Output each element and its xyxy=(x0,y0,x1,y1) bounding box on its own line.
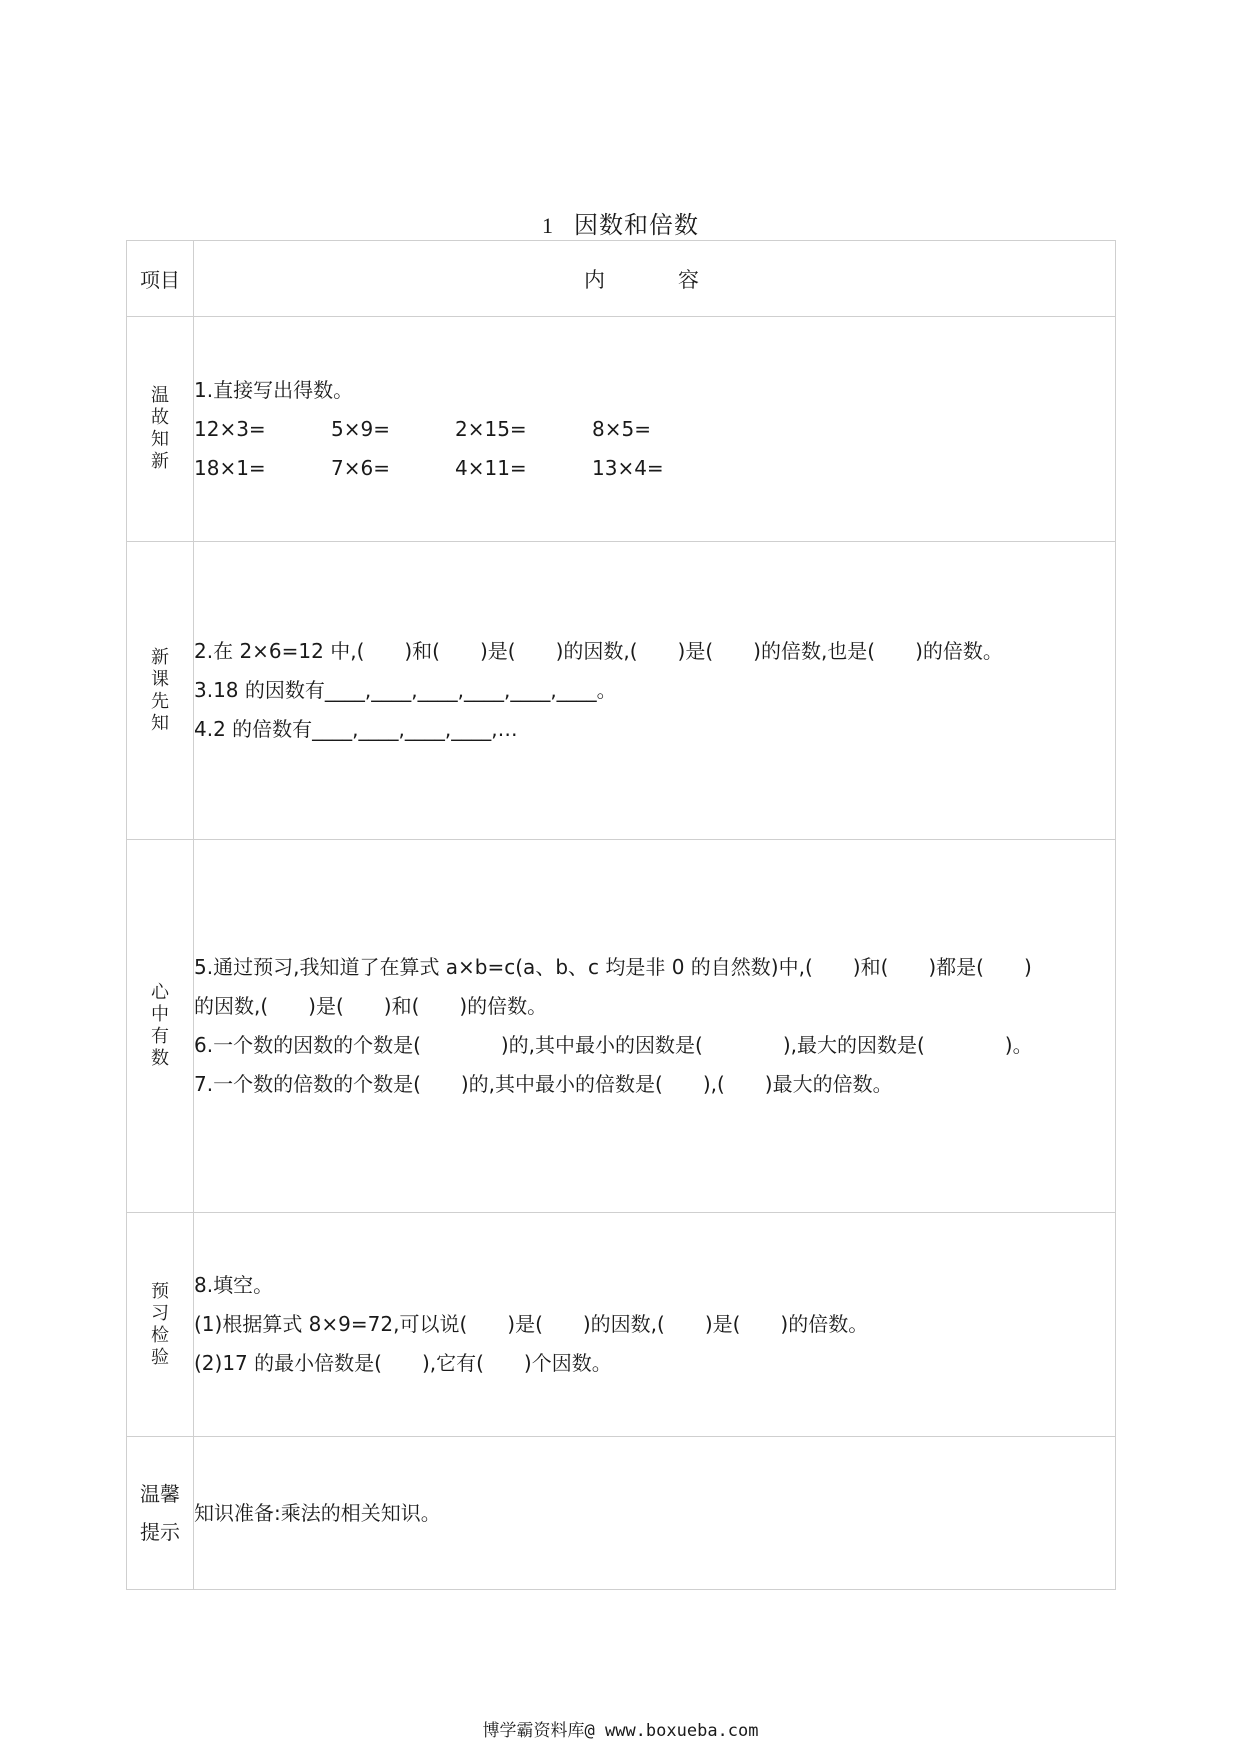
calc-row-2 xyxy=(194,449,1115,488)
question-8: 8.填空。 xyxy=(194,1273,274,1297)
question-3: 3.18 的因数有____,____,____,____,____,____。 xyxy=(194,678,617,702)
calc-item: 7×6= xyxy=(331,455,390,480)
tip-text: 知识准备:乘法的相关知识。 xyxy=(194,1500,441,1525)
question-5a: 5.通过预习,我知道了在算式 a×b=c(a、b、c 均是非 0 的自然数)中,( )和( )都是( ) xyxy=(194,955,1032,979)
question-8-1: (1)根据算式 8×9=72,可以说( )是( )的因数,( )是( )的倍数。 xyxy=(194,1312,869,1336)
calc-item: 5×9= xyxy=(331,416,390,441)
section-tip xyxy=(127,1437,1116,1590)
tip-content xyxy=(194,1437,1116,1590)
section-mind xyxy=(127,840,1116,1213)
tip-label: 温馨 提示 xyxy=(140,1482,180,1544)
review-label-cell xyxy=(127,317,194,542)
header-row xyxy=(127,241,1116,317)
section-preview xyxy=(127,542,1116,840)
mind-content xyxy=(194,840,1116,1213)
header-content-label: 内 容 xyxy=(194,241,1116,317)
header-item-label: 项目 xyxy=(140,268,180,292)
mind-label-cell xyxy=(127,840,194,1213)
title-text: 因数和倍数 xyxy=(574,211,699,239)
calc-item: 18×1= xyxy=(194,455,266,480)
footer-watermark: 博学霸资料库@ www.boxueba.com xyxy=(482,1721,759,1741)
preview-content xyxy=(194,542,1116,840)
mind-label: 心 中 有 数 xyxy=(151,982,169,1069)
calc-item: 8×5= xyxy=(592,416,651,441)
calc-item: 2×15= xyxy=(455,416,527,441)
check-content xyxy=(194,1213,1116,1437)
review-content xyxy=(194,317,1116,542)
calc-item: 12×3= xyxy=(194,416,266,441)
question-1: 1.直接写出得数。 xyxy=(194,377,354,402)
question-6: 6.一个数的因数的个数是( )的,其中最小的因数是( ),最大的因数是( )。 xyxy=(194,1033,1033,1057)
tip-label-cell xyxy=(127,1437,194,1590)
check-label-cell xyxy=(127,1213,194,1437)
preview-label-cell xyxy=(127,542,194,840)
question-4: 4.2 的倍数有____,____,____,____,… xyxy=(194,717,518,741)
worksheet-table xyxy=(126,240,1116,1590)
question-8-2: (2)17 的最小倍数是( ),它有( )个因数。 xyxy=(194,1351,612,1375)
question-2: 2.在 2×6=12 中,( )和( )是( )的因数,( )是( )的倍数,也是( )的倍数。 xyxy=(194,639,1003,663)
preview-label: 新 课 先 知 xyxy=(151,646,169,734)
calc-item: 13×4= xyxy=(592,455,664,480)
calc-row-1 xyxy=(194,410,1115,449)
title-number: 1 xyxy=(542,213,554,238)
section-check xyxy=(127,1213,1116,1437)
calc-item: 4×11= xyxy=(455,455,527,480)
header-item-cell xyxy=(127,241,194,317)
question-7: 7.一个数的倍数的个数是( )的,其中最小的倍数是( ),( )最大的倍数。 xyxy=(194,1072,893,1096)
review-label: 温 故 知 新 xyxy=(151,385,169,472)
page-title xyxy=(0,205,1241,240)
section-review xyxy=(127,317,1116,542)
check-label: 预 习 检 验 xyxy=(151,1280,169,1368)
question-5b: 的因数,( )是( )和( )的倍数。 xyxy=(194,994,548,1018)
